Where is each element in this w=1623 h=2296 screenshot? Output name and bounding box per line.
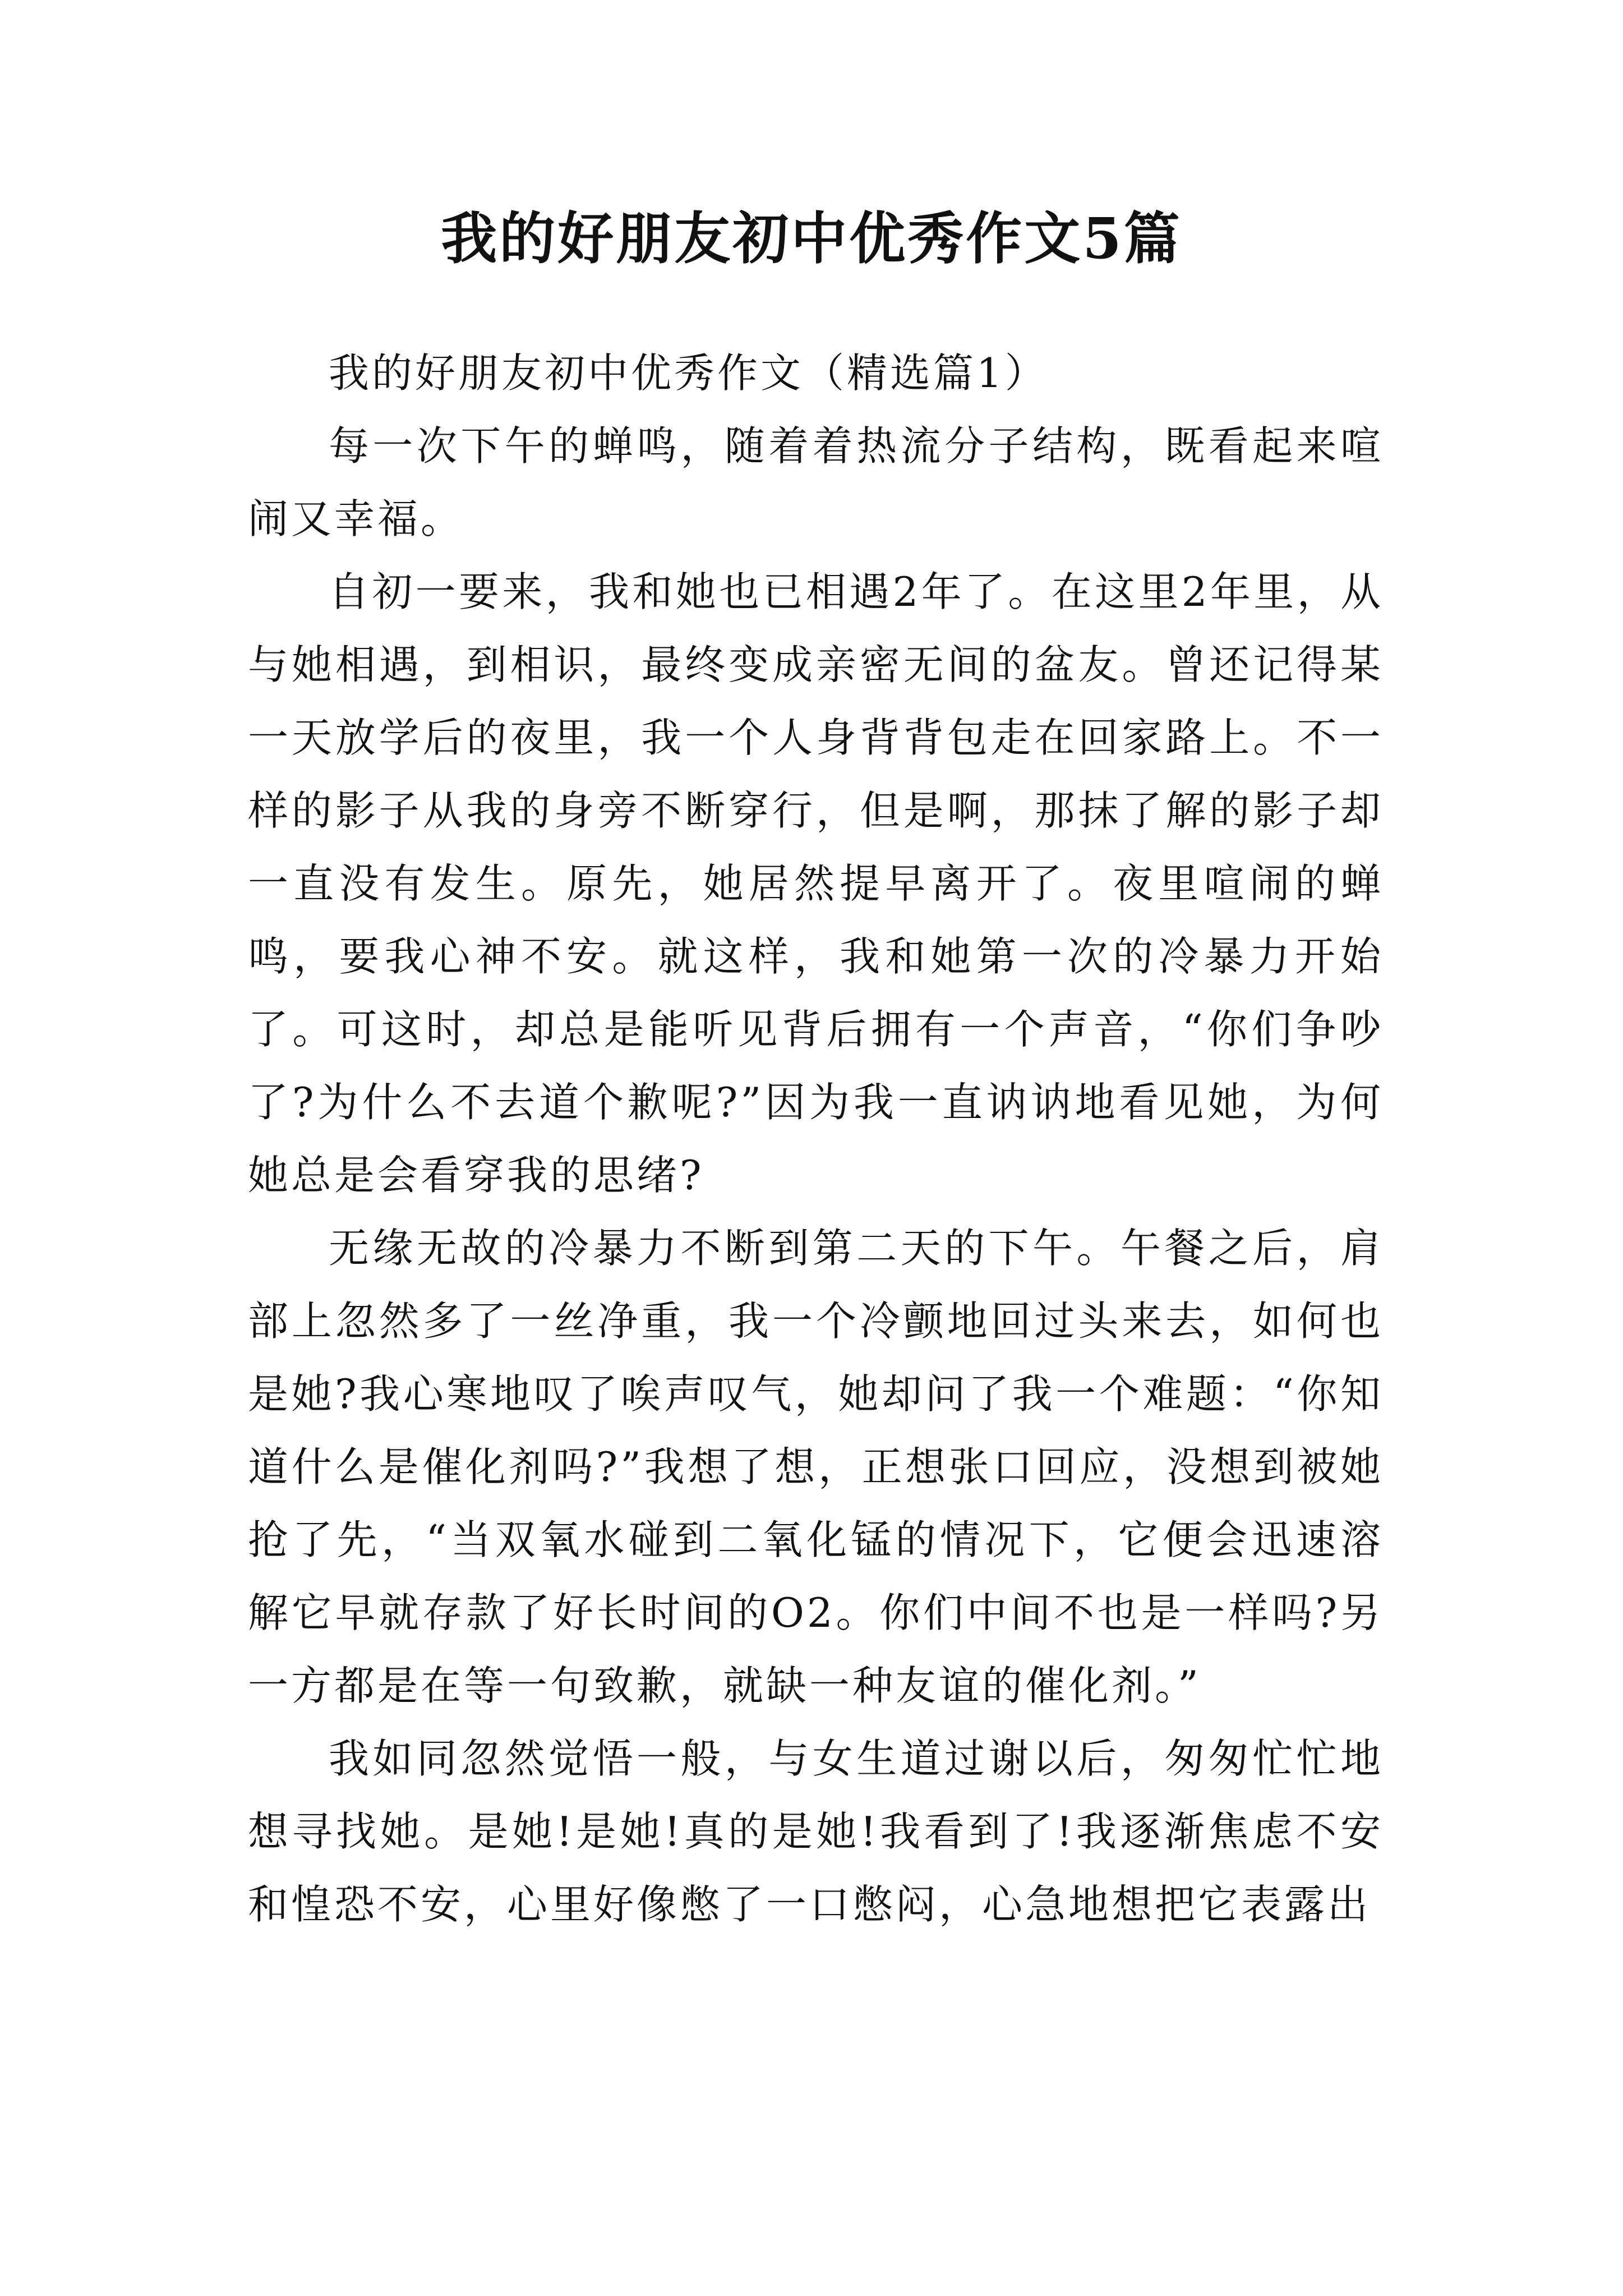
paragraph: 每一次下午的蝉鸣，随着着热流分子结构，既看起来喧闹又幸福。 — [248, 422, 1384, 542]
document-title: 我的好朋友初中优秀作文5篇 — [441, 205, 1182, 272]
section-heading: 我的好朋友初中优秀作文（精选篇1） — [329, 349, 1048, 397]
paragraph: 自初一要来，我和她也已相遇2年了。在这里2年里，从与她相遇，到相识，最终变成亲密无间的盆友。曾还记得某一天放学后的夜里，我一个人身背背包走在回家路上。不一样的影子从我的身旁不断穿行，但是啊，那抹了解的影子却一直没有发生。原先，她居然提早离开了。夜里喧闹的蝉鸣，要我心神不安。就这样，我和她第一次的冷暴力开始了。可这时，却总是能听见背后拥有一个声音，“你们争吵了?为什么不去道个歉呢?”因为我一直讷讷地看见她，为何她总是会看穿我的思绪? — [248, 568, 1384, 1199]
paragraph: 无缘无故的冷暴力不断到第二天的下午。午餐之后，肩部上忽然多了一丝净重，我一个冷颤地回过头来去，如何也是她?我心寒地叹了唉声叹气，她却问了我一个难题：“你知道什么是催化剂吗?”我想了想，正想张口回应，没想到被她抢了先，“当双氧水碰到二氧化锰的情况下，它便会迅速溶解它早就存款了好长时间的O2。你们中间不也是一样吗?另一方都是在等一句致歉，就缺一种友谊的催化剂。” — [248, 1225, 1384, 1709]
document-body — [248, 337, 1384, 1941]
paragraph: 我如同忽然觉悟一般，与女生道过谢以后，匆匆忙忙地想寻找她。是她!是她!真的是她!我看到了!我逐渐焦虑不安和惶恐不安，心里好像憋了一口憋闷，心急地想把它表露出 — [248, 1735, 1384, 1928]
